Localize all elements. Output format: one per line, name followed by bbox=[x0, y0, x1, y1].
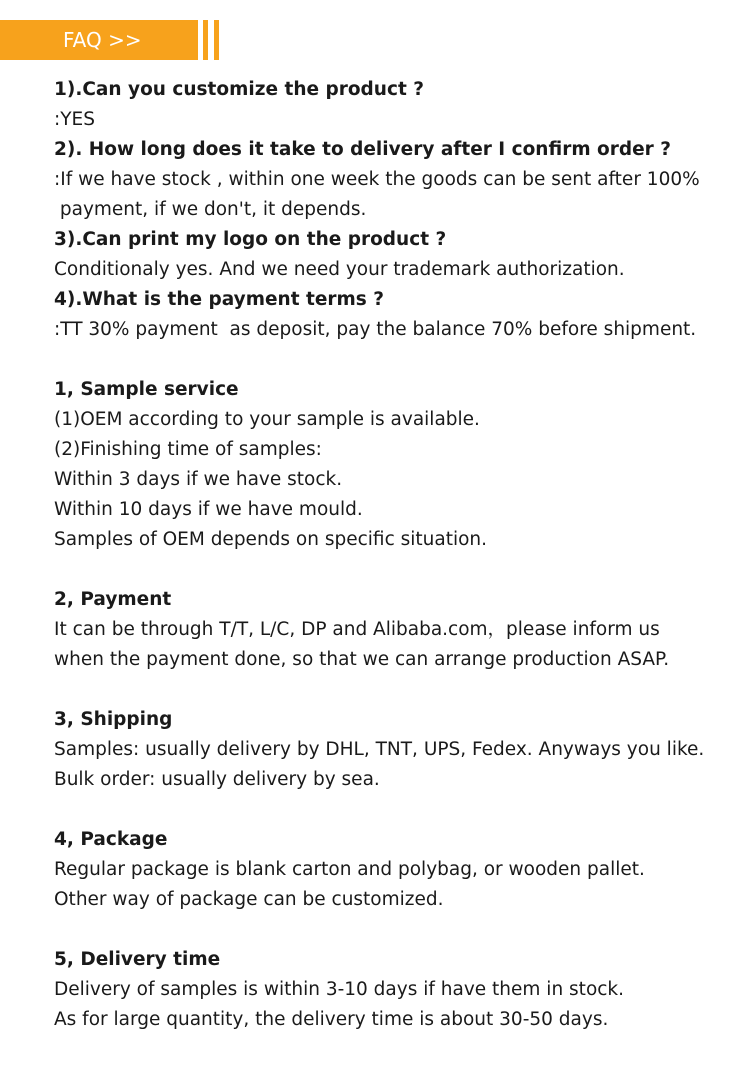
sample-line: (2)Finishing time of samples: bbox=[54, 439, 322, 460]
faq-answer-3: Conditionaly yes. And we need your trademark authorization. bbox=[54, 259, 625, 280]
sample-line: Within 10 days if we have mould. bbox=[54, 499, 363, 520]
section-heading-payment: 2, Payment bbox=[54, 589, 172, 610]
payment-line: when the payment done, so that we can arrange production ASAP. bbox=[54, 649, 670, 670]
sample-line: Samples of OEM depends on specific situation. bbox=[54, 529, 488, 550]
section-heading-sample-service: 1, Sample service bbox=[54, 379, 239, 400]
sample-line: Within 3 days if we have stock. bbox=[54, 469, 343, 490]
sample-line: (1)OEM according to your sample is available. bbox=[54, 409, 480, 430]
banner-stripe-right bbox=[214, 20, 219, 60]
faq-answer-4: :TT 30% payment as deposit, pay the balance 70% before shipment. bbox=[54, 319, 697, 340]
package-line: Other way of package can be customized. bbox=[54, 889, 444, 910]
delivery-line: Delivery of samples is within 3-10 days if have them in stock. bbox=[54, 979, 625, 1000]
faq-answer-2-line-2: payment, if we don't, it depends. bbox=[54, 199, 367, 220]
faq-question-1: 1).Can you customize the product ? bbox=[54, 79, 424, 100]
faq-answer-1: :YES bbox=[54, 109, 95, 130]
spacer bbox=[54, 795, 744, 825]
faq-content bbox=[54, 75, 744, 1035]
spacer bbox=[54, 555, 744, 585]
faq-banner-label: FAQ >> bbox=[63, 28, 142, 52]
section-heading-shipping: 3, Shipping bbox=[54, 709, 173, 730]
section-heading-delivery-time: 5, Delivery time bbox=[54, 949, 221, 970]
spacer bbox=[54, 915, 744, 945]
faq-answer-2-line-1: :If we have stock , within one week the goods can be sent after 100% bbox=[54, 169, 700, 190]
faq-question-2: 2). How long does it take to delivery after I confirm order ? bbox=[54, 139, 671, 160]
shipping-line: Samples: usually delivery by DHL, TNT, UPS, Fedex. Anyways you like. bbox=[54, 739, 705, 760]
faq-question-4: 4).What is the payment terms ? bbox=[54, 289, 384, 310]
delivery-line: As for large quantity, the delivery time is about 30-50 days. bbox=[54, 1009, 609, 1030]
banner-stripe-left bbox=[203, 20, 208, 60]
faq-question-3: 3).Can print my logo on the product ? bbox=[54, 229, 447, 250]
section-heading-package: 4, Package bbox=[54, 829, 168, 850]
package-line: Regular package is blank carton and polybag, or wooden pallet. bbox=[54, 859, 645, 880]
shipping-line: Bulk order: usually delivery by sea. bbox=[54, 769, 380, 790]
payment-line: It can be through T/T, L/C, DP and Alibaba.com，please inform us bbox=[54, 619, 660, 640]
faq-banner bbox=[0, 20, 198, 60]
spacer bbox=[54, 675, 744, 705]
spacer bbox=[54, 345, 744, 375]
